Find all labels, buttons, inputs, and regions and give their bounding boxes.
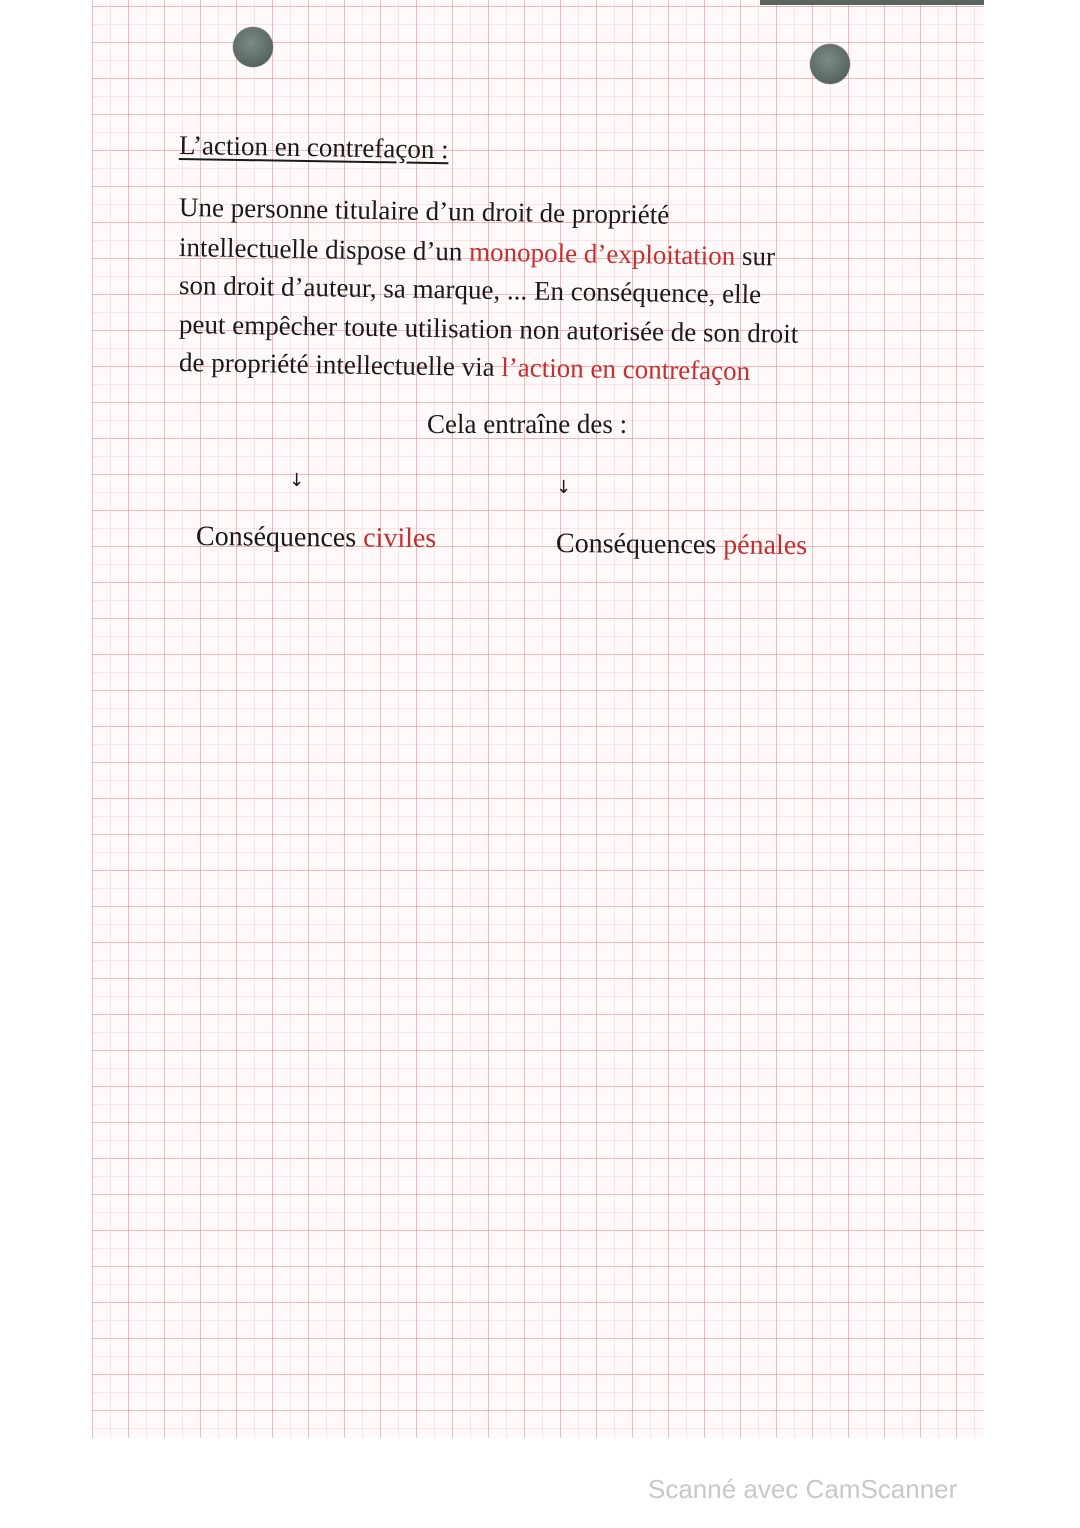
- branch-civiles: [196, 521, 437, 555]
- paragraph-line-2-start: intellectuelle dispose d’un: [178, 232, 470, 267]
- branch-penales-prefix: Conséquences: [555, 528, 724, 561]
- camscanner-watermark: Scanné avec CamScanner: [648, 1474, 958, 1504]
- punch-hole-left-icon: [233, 27, 273, 67]
- paragraph-line-2-end: sur: [735, 240, 776, 272]
- paragraph-line-3-text: son droit d’auteur, sa marque, ... En conséquence, elle: [178, 270, 762, 310]
- paragraph-line-5-start: de propriété intellectuelle via: [178, 347, 502, 383]
- section-title: L’action en contrefaçon :: [178, 130, 449, 165]
- highlight-action-contrefacon: l’action en contrefaçon: [501, 352, 751, 386]
- branch-penales-highlight: pénales: [723, 529, 808, 562]
- branch-civiles-prefix: Conséquences: [195, 521, 364, 554]
- paragraph-line-1-text: Une personne titulaire d’un droit de propriété: [178, 192, 670, 230]
- paragraph-line-4-text: peut empêcher toute utilisation non autorisée de son droit: [178, 309, 799, 349]
- branch-penales: [556, 528, 807, 562]
- scan-edge-shadow: [760, 0, 984, 5]
- punch-hole-right-icon: [810, 44, 850, 84]
- branch-civiles-highlight: civiles: [363, 522, 437, 555]
- lead-in-text: Cela entraîne des :: [427, 409, 628, 439]
- down-arrow-icon: ↓: [289, 470, 305, 491]
- down-arrow-icon: ↓: [556, 477, 572, 498]
- highlight-monopole: monopole d’exploitation: [468, 236, 736, 271]
